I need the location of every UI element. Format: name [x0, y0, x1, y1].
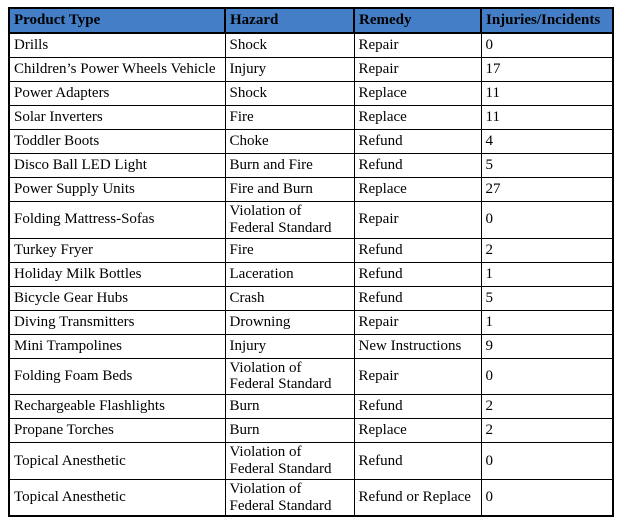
cell-remedy: Refund	[354, 262, 481, 286]
cell-remedy: Refund	[354, 238, 481, 262]
cell-product: Solar Inverters	[9, 106, 225, 130]
cell-product: Rechargeable Flashlights	[9, 395, 225, 419]
column-header-product: Product Type	[9, 8, 225, 33]
cell-count: 0	[481, 358, 613, 395]
cell-count: 2	[481, 395, 613, 419]
cell-remedy: Refund	[354, 443, 481, 480]
cell-product: Folding Foam Beds	[9, 358, 225, 395]
table-row	[9, 358, 613, 395]
column-header-hazard: Hazard	[225, 8, 354, 33]
cell-count: 1	[481, 262, 613, 286]
cell-hazard: Laceration	[225, 262, 354, 286]
cell-hazard: Injury	[225, 58, 354, 82]
cell-remedy: Refund	[354, 130, 481, 154]
table-row	[9, 395, 613, 419]
cell-hazard: Fire	[225, 238, 354, 262]
cell-product: Toddler Boots	[9, 130, 225, 154]
cell-count: 2	[481, 419, 613, 443]
cell-hazard: Shock	[225, 82, 354, 106]
header-row	[9, 8, 613, 33]
cell-product: Turkey Fryer	[9, 238, 225, 262]
product-recall-table	[8, 7, 614, 517]
cell-remedy: Repair	[354, 358, 481, 395]
cell-count: 1	[481, 310, 613, 334]
table-row	[9, 202, 613, 239]
cell-hazard: Violation of Federal Standard	[225, 202, 354, 239]
table-row	[9, 238, 613, 262]
cell-count: 0	[481, 33, 613, 58]
cell-count: 9	[481, 334, 613, 358]
cell-hazard: Fire	[225, 106, 354, 130]
cell-remedy: Replace	[354, 178, 481, 202]
cell-count: 27	[481, 178, 613, 202]
cell-count: 0	[481, 202, 613, 239]
cell-remedy: Replace	[354, 82, 481, 106]
table-row	[9, 419, 613, 443]
cell-count: 11	[481, 106, 613, 130]
cell-count: 17	[481, 58, 613, 82]
cell-product: Holiday Milk Bottles	[9, 262, 225, 286]
table-row	[9, 443, 613, 480]
table-row	[9, 310, 613, 334]
cell-hazard: Shock	[225, 33, 354, 58]
cell-count: 11	[481, 82, 613, 106]
cell-count: 0	[481, 479, 613, 516]
cell-hazard: Injury	[225, 334, 354, 358]
cell-product: Children’s Power Wheels Vehicle	[9, 58, 225, 82]
cell-remedy: Repair	[354, 33, 481, 58]
cell-hazard: Violation of Federal Standard	[225, 358, 354, 395]
cell-product: Power Supply Units	[9, 178, 225, 202]
cell-product: Topical Anesthetic	[9, 443, 225, 480]
cell-product: Propane Torches	[9, 419, 225, 443]
cell-remedy: Repair	[354, 58, 481, 82]
table-body	[9, 33, 613, 516]
cell-count: 0	[481, 443, 613, 480]
table-row	[9, 262, 613, 286]
table-row	[9, 178, 613, 202]
cell-remedy: Repair	[354, 202, 481, 239]
cell-hazard: Choke	[225, 130, 354, 154]
cell-product: Folding Mattress-Sofas	[9, 202, 225, 239]
cell-remedy: Refund	[354, 395, 481, 419]
cell-count: 4	[481, 130, 613, 154]
cell-hazard: Crash	[225, 286, 354, 310]
cell-remedy: New Instructions	[354, 334, 481, 358]
cell-hazard: Burn	[225, 395, 354, 419]
cell-hazard: Fire and Burn	[225, 178, 354, 202]
cell-product: Disco Ball LED Light	[9, 154, 225, 178]
cell-hazard: Burn	[225, 419, 354, 443]
cell-remedy: Refund	[354, 286, 481, 310]
cell-remedy: Repair	[354, 310, 481, 334]
cell-remedy: Refund	[354, 154, 481, 178]
column-header-remedy: Remedy	[354, 8, 481, 33]
cell-count: 2	[481, 238, 613, 262]
table-row	[9, 286, 613, 310]
table-row	[9, 130, 613, 154]
cell-remedy: Replace	[354, 106, 481, 130]
table-row	[9, 154, 613, 178]
cell-remedy: Refund or Replace	[354, 479, 481, 516]
cell-product: Diving Transmitters	[9, 310, 225, 334]
cell-hazard: Drowning	[225, 310, 354, 334]
cell-hazard: Burn and Fire	[225, 154, 354, 178]
cell-hazard: Violation of Federal Standard	[225, 443, 354, 480]
table-row	[9, 479, 613, 516]
cell-count: 5	[481, 154, 613, 178]
cell-remedy: Replace	[354, 419, 481, 443]
cell-hazard: Violation of Federal Standard	[225, 479, 354, 516]
table-row	[9, 334, 613, 358]
cell-product: Drills	[9, 33, 225, 58]
table-row	[9, 58, 613, 82]
cell-product: Mini Trampolines	[9, 334, 225, 358]
column-header-count: Injuries/Incidents	[481, 8, 613, 33]
table-row	[9, 82, 613, 106]
cell-product: Power Adapters	[9, 82, 225, 106]
table-row	[9, 106, 613, 130]
table-row	[9, 33, 613, 58]
cell-product: Bicycle Gear Hubs	[9, 286, 225, 310]
cell-product: Topical Anesthetic	[9, 479, 225, 516]
cell-count: 5	[481, 286, 613, 310]
